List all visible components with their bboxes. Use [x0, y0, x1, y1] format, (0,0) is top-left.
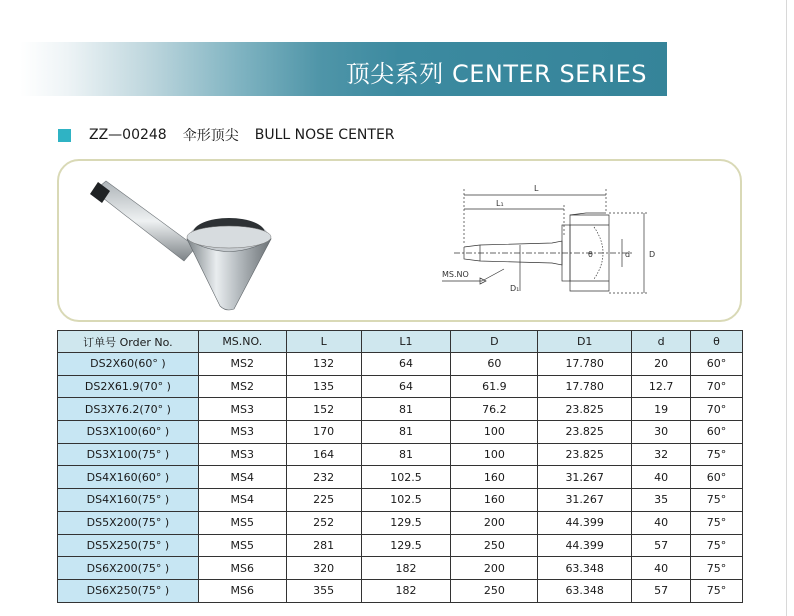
table-cell: 12.7: [632, 375, 691, 398]
table-cell: MS4: [198, 466, 286, 489]
table-cell: 44.399: [538, 511, 632, 534]
header-banner: [0, 42, 667, 96]
table-cell: MS5: [198, 534, 286, 557]
table-row: [58, 421, 743, 444]
table-cell: 40: [632, 466, 691, 489]
table-cell: MS2: [198, 353, 286, 376]
table-cell: MS3: [198, 398, 286, 421]
table-row: [58, 443, 743, 466]
ms-no-label: MS.NO: [442, 270, 469, 279]
table-cell: 81: [361, 398, 451, 421]
table-cell: MS6: [198, 557, 286, 580]
table-cell: 81: [361, 421, 451, 444]
table-cell: MS3: [198, 421, 286, 444]
table-cell: 60: [451, 353, 538, 376]
table-cell: 81: [361, 443, 451, 466]
table-cell: 250: [451, 579, 538, 602]
table-cell: 63.348: [538, 579, 632, 602]
table-row: [58, 579, 743, 602]
table-cell: MS6: [198, 579, 286, 602]
table-cell: 31.267: [538, 466, 632, 489]
table-cell: 60°: [691, 421, 743, 444]
table-cell: 200: [451, 511, 538, 534]
col-order-no: 订单号 Order No.: [58, 331, 199, 353]
order-no-cell: DS3X100(60° ): [58, 421, 199, 444]
table-cell: 129.5: [361, 511, 451, 534]
table-cell: 250: [451, 534, 538, 557]
table-cell: 40: [632, 557, 691, 580]
table-cell: 232: [286, 466, 361, 489]
table-cell: 200: [451, 557, 538, 580]
col-theta: θ: [691, 331, 743, 353]
order-no-cell: DS2X61.9(70° ): [58, 375, 199, 398]
table-cell: 102.5: [361, 489, 451, 512]
table-cell: 19: [632, 398, 691, 421]
table-cell: 70°: [691, 398, 743, 421]
table-row: [58, 466, 743, 489]
table-cell: 32: [632, 443, 691, 466]
table-cell: 100: [451, 421, 538, 444]
section-heading: [58, 126, 395, 144]
table-cell: 132: [286, 353, 361, 376]
table-cell: 102.5: [361, 466, 451, 489]
table-row: [58, 398, 743, 421]
table-cell: MS3: [198, 443, 286, 466]
table-cell: 70°: [691, 375, 743, 398]
order-no-cell: DS4X160(75° ): [58, 489, 199, 512]
dim-label-d-outer: D: [649, 250, 656, 259]
table-cell: 135: [286, 375, 361, 398]
col-l: L: [286, 331, 361, 353]
dim-label-l1: L₁: [496, 199, 504, 208]
col-l1: L1: [361, 331, 451, 353]
product-name-cn: 伞形顶尖: [182, 128, 239, 144]
table-cell: 164: [286, 443, 361, 466]
banner-title: 顶尖系列 CENTER SERIES: [345, 60, 647, 88]
table-row: [58, 557, 743, 580]
table-cell: 129.5: [361, 534, 451, 557]
table-cell: 40: [632, 511, 691, 534]
order-no-cell: DS2X60(60° ): [58, 353, 199, 376]
technical-drawing: [434, 173, 674, 313]
table-cell: 44.399: [538, 534, 632, 557]
dim-label-l: L: [534, 184, 539, 193]
table-row: [58, 375, 743, 398]
product-image-panel: [57, 159, 742, 322]
product-code: ZZ—00248: [89, 127, 167, 143]
table-cell: 60°: [691, 353, 743, 376]
table-cell: 355: [286, 579, 361, 602]
table-cell: 75°: [691, 511, 743, 534]
dim-label-theta: θ: [588, 250, 593, 259]
order-no-cell: DS4X160(60° ): [58, 466, 199, 489]
table-cell: 60°: [691, 466, 743, 489]
table-cell: 320: [286, 557, 361, 580]
table-cell: 160: [451, 489, 538, 512]
table-cell: 281: [286, 534, 361, 557]
square-bullet-icon: [58, 129, 71, 142]
table-cell: 170: [286, 421, 361, 444]
table-cell: 75°: [691, 579, 743, 602]
table-cell: 35: [632, 489, 691, 512]
table-row: [58, 489, 743, 512]
table-cell: 182: [361, 557, 451, 580]
table-row: [58, 534, 743, 557]
table-cell: 75°: [691, 534, 743, 557]
table-cell: 100: [451, 443, 538, 466]
table-cell: 20: [632, 353, 691, 376]
table-cell: 152: [286, 398, 361, 421]
table-cell: 23.825: [538, 398, 632, 421]
table-header-row: [58, 331, 743, 353]
table-cell: 75°: [691, 443, 743, 466]
dim-label-d-inner: d: [625, 250, 631, 259]
table-cell: 64: [361, 353, 451, 376]
col-d-inner: d: [632, 331, 691, 353]
table-cell: MS2: [198, 375, 286, 398]
table-cell: 61.9: [451, 375, 538, 398]
col-ms-no: MS.NO.: [198, 331, 286, 353]
order-no-cell: DS6X250(75° ): [58, 579, 199, 602]
table-cell: 75°: [691, 489, 743, 512]
table-cell: 76.2: [451, 398, 538, 421]
table-cell: 252: [286, 511, 361, 534]
table-cell: 160: [451, 466, 538, 489]
table-cell: 63.348: [538, 557, 632, 580]
table-cell: 64: [361, 375, 451, 398]
table-cell: 182: [361, 579, 451, 602]
table-cell: MS4: [198, 489, 286, 512]
order-no-cell: DS5X250(75° ): [58, 534, 199, 557]
table-row: [58, 511, 743, 534]
spec-table: [57, 330, 743, 603]
table-cell: 23.825: [538, 443, 632, 466]
order-no-cell: DS6X200(75° ): [58, 557, 199, 580]
col-d1: D1: [538, 331, 632, 353]
order-no-cell: DS3X100(75° ): [58, 443, 199, 466]
dim-label-d1: D₁: [510, 284, 520, 293]
order-no-cell: DS3X76.2(70° ): [58, 398, 199, 421]
table-cell: 17.780: [538, 375, 632, 398]
table-cell: 23.825: [538, 421, 632, 444]
col-d-outer: D: [451, 331, 538, 353]
table-cell: 75°: [691, 557, 743, 580]
table-cell: 31.267: [538, 489, 632, 512]
table-cell: 57: [632, 534, 691, 557]
product-name-en: BULL NOSE CENTER: [254, 127, 395, 143]
table-cell: 17.780: [538, 353, 632, 376]
table-row: [58, 353, 743, 376]
page-edge-line: [786, 0, 787, 616]
table-cell: 30: [632, 421, 691, 444]
bull-nose-center-photo: [84, 169, 284, 319]
table-cell: 57: [632, 579, 691, 602]
order-no-cell: DS5X200(75° ): [58, 511, 199, 534]
table-cell: MS5: [198, 511, 286, 534]
table-cell: 225: [286, 489, 361, 512]
